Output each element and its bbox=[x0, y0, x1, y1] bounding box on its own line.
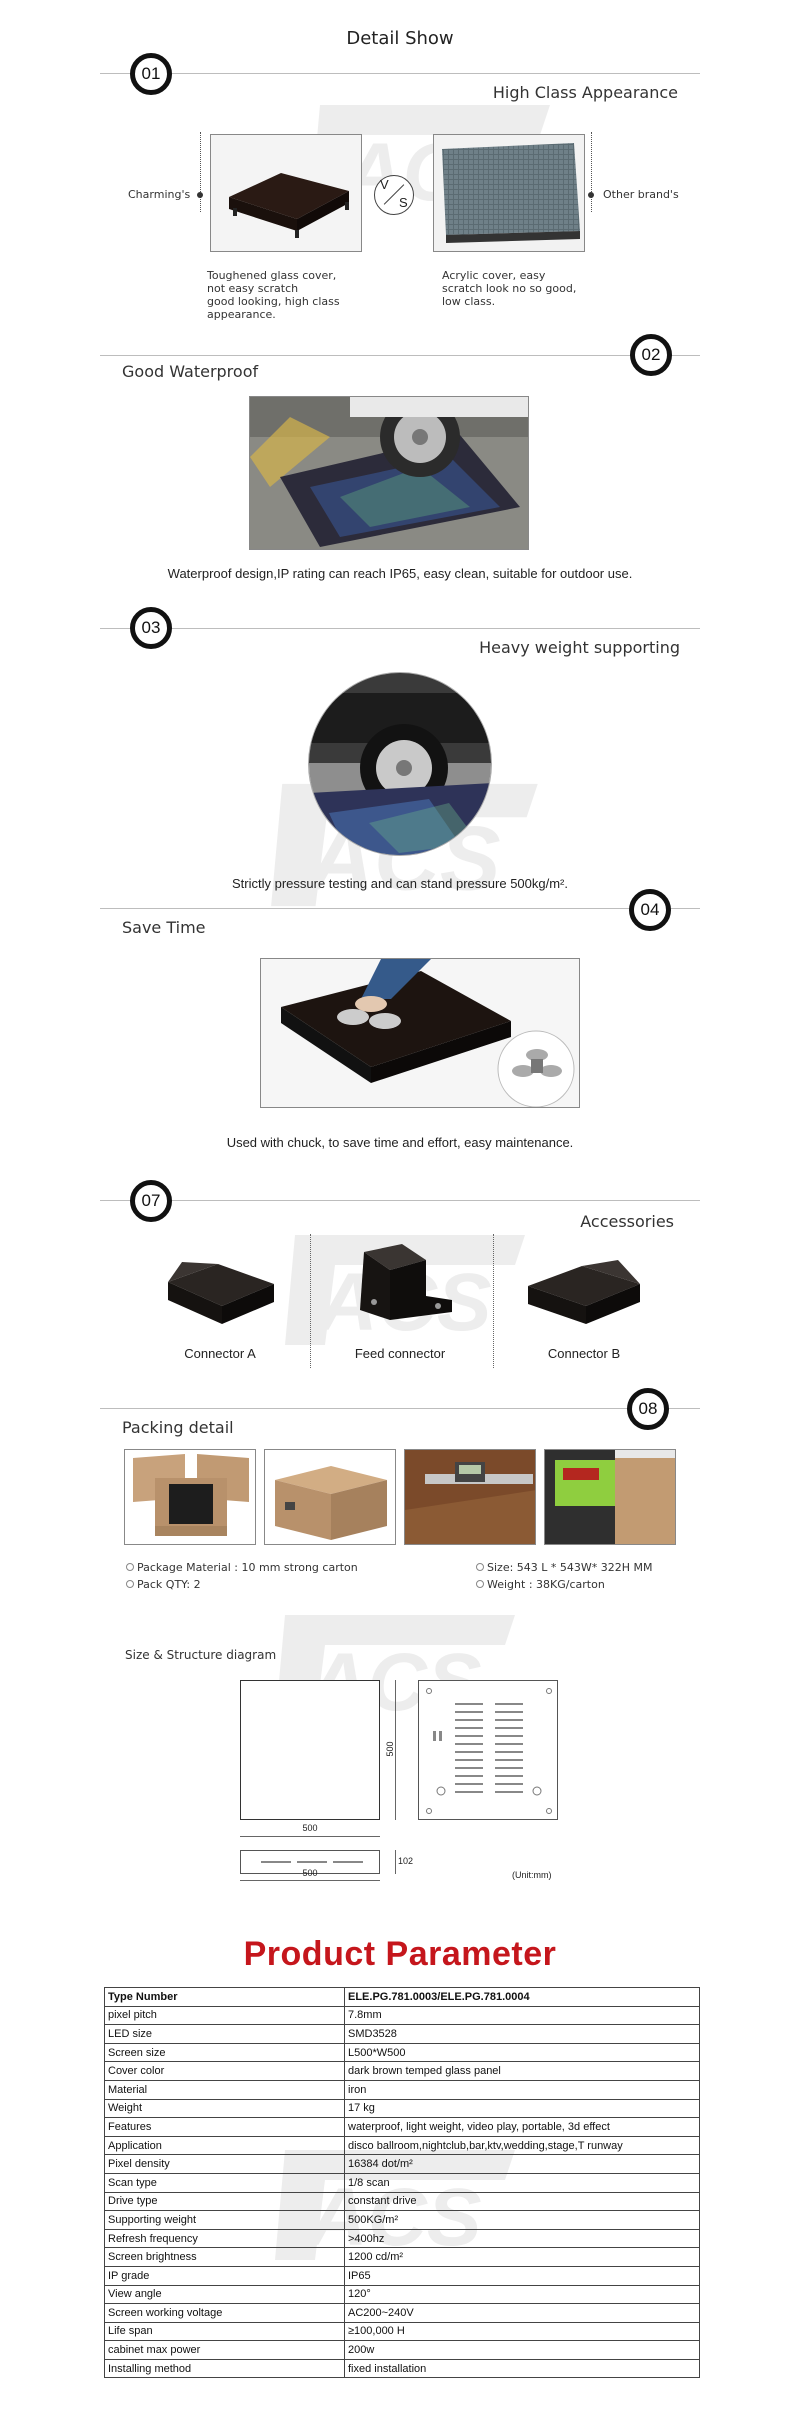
param-value: ≥100,000 H bbox=[345, 2322, 700, 2341]
dimension-line bbox=[395, 1850, 396, 1874]
other-brand-floor-photo bbox=[433, 134, 585, 252]
desc-line: good looking, high class bbox=[207, 295, 340, 308]
feed-connector-image bbox=[346, 1240, 456, 1332]
section-title: Save Time bbox=[122, 918, 206, 937]
table-row bbox=[105, 2006, 700, 2025]
table-row bbox=[105, 2304, 700, 2323]
waterproof-caption: Waterproof design,IP rating can reach IP65, easy clean, suitable for outdoor use. bbox=[167, 566, 633, 581]
table-row bbox=[105, 2099, 700, 2118]
param-key: IP grade bbox=[105, 2266, 345, 2285]
table-row bbox=[105, 2173, 700, 2192]
dimension-label: 500 bbox=[385, 1741, 395, 1757]
dimension-line bbox=[240, 1836, 380, 1837]
dimension-label: 500 bbox=[302, 1868, 318, 1878]
charming-label: Charming's bbox=[128, 188, 191, 201]
desc-line: scratch look no so good, bbox=[442, 282, 577, 295]
table-row bbox=[105, 2248, 700, 2267]
spec-text: Package Material : 10 mm strong carton bbox=[137, 1561, 358, 1574]
divider bbox=[100, 908, 700, 909]
table-row bbox=[105, 2211, 700, 2230]
radio-dot-icon bbox=[126, 1563, 134, 1571]
dotted-guide bbox=[200, 132, 201, 212]
param-value: 16384 dot/m² bbox=[345, 2155, 700, 2174]
connector-b-label: Connector B bbox=[547, 1346, 621, 1361]
table-row bbox=[105, 2341, 700, 2360]
product-parameter-title: Product Parameter bbox=[243, 1935, 557, 1973]
desc-line: not easy scratch bbox=[207, 282, 299, 295]
desc-line: Acrylic cover, easy bbox=[442, 269, 546, 282]
table-row bbox=[105, 2192, 700, 2211]
front-view-drawing bbox=[240, 1680, 380, 1820]
size-spec bbox=[476, 1561, 653, 1574]
heavy-weight-caption: Strictly pressure testing and can stand pressure 500kg/m². bbox=[232, 876, 568, 891]
desc-line: appearance. bbox=[207, 308, 276, 321]
dimension-label: 500 bbox=[302, 1823, 318, 1833]
param-key: Screen working voltage bbox=[105, 2304, 345, 2323]
param-value: 120° bbox=[345, 2285, 700, 2304]
pack-qty-spec bbox=[126, 1578, 201, 1591]
section-title: Good Waterproof bbox=[122, 362, 259, 381]
page-title: Detail Show bbox=[346, 28, 454, 49]
table-row bbox=[105, 2136, 700, 2155]
param-value: disco ballroom,nightclub,bar,ktv,wedding,stage,T runway bbox=[345, 2136, 700, 2155]
feed-connector-label: Feed connector bbox=[354, 1346, 446, 1361]
table-row bbox=[105, 2118, 700, 2137]
param-value: SMD3528 bbox=[345, 2025, 700, 2044]
connector-a-image bbox=[158, 1258, 282, 1330]
table-row bbox=[105, 2155, 700, 2174]
desc-line: Toughened glass cover, bbox=[207, 269, 337, 282]
table-row bbox=[105, 2062, 700, 2081]
param-value: IP65 bbox=[345, 2266, 700, 2285]
dot-marker bbox=[588, 192, 594, 198]
param-key: Pixel density bbox=[105, 2155, 345, 2174]
param-value: 17 kg bbox=[345, 2099, 700, 2118]
section-title: Accessories bbox=[580, 1212, 674, 1231]
section-title: Packing detail bbox=[122, 1418, 234, 1437]
save-time-caption: Used with chuck, to save time and effort, easy maintenance. bbox=[226, 1135, 574, 1150]
radio-dot-icon bbox=[126, 1580, 134, 1588]
charming-description bbox=[207, 269, 340, 321]
connector-b-image bbox=[522, 1258, 646, 1330]
param-key: Drive type bbox=[105, 2192, 345, 2211]
table-header-row bbox=[105, 1988, 700, 2007]
weight-spec bbox=[476, 1578, 605, 1591]
param-key: Screen size bbox=[105, 2043, 345, 2062]
table-row bbox=[105, 2359, 700, 2378]
param-key: pixel pitch bbox=[105, 2006, 345, 2025]
param-value: iron bbox=[345, 2080, 700, 2099]
packing-photo-open-box bbox=[124, 1449, 256, 1545]
dotted-guide bbox=[591, 132, 592, 212]
divider bbox=[100, 1200, 700, 1201]
param-key: cabinet max power bbox=[105, 2341, 345, 2360]
section-number-badge: 04 bbox=[629, 889, 671, 931]
param-key: Supporting weight bbox=[105, 2211, 345, 2230]
versus-s: S bbox=[399, 195, 408, 210]
param-key: Features bbox=[105, 2118, 345, 2137]
table-row bbox=[105, 2322, 700, 2341]
radio-dot-icon bbox=[476, 1563, 484, 1571]
unit-label: (Unit:mm) bbox=[512, 1870, 552, 1880]
spec-text: Size: 543 L * 543W* 322H MM bbox=[487, 1561, 653, 1574]
other-brand-label: Other brand's bbox=[603, 188, 679, 201]
table-row bbox=[105, 2229, 700, 2248]
param-key: Scan type bbox=[105, 2173, 345, 2192]
parameter-table bbox=[104, 1987, 700, 2378]
section-number-badge: 03 bbox=[130, 607, 172, 649]
param-key: View angle bbox=[105, 2285, 345, 2304]
table-row bbox=[105, 2080, 700, 2099]
dimension-label: 102 bbox=[398, 1856, 414, 1866]
param-value: L500*W500 bbox=[345, 2043, 700, 2062]
table-row bbox=[105, 2285, 700, 2304]
desc-line: low class. bbox=[442, 295, 496, 308]
param-value: ELE.PG.781.0003/ELE.PG.781.0004 bbox=[345, 1988, 700, 2007]
param-value: 500KG/m² bbox=[345, 2211, 700, 2230]
table-row bbox=[105, 2043, 700, 2062]
param-key: Life span bbox=[105, 2322, 345, 2341]
dotted-guide bbox=[310, 1234, 311, 1368]
packing-photo-closed-box bbox=[264, 1449, 396, 1545]
heavy-weight-photo bbox=[308, 672, 492, 856]
dotted-guide bbox=[493, 1234, 494, 1368]
back-view-drawing bbox=[418, 1680, 558, 1820]
param-key: Screen brightness bbox=[105, 2248, 345, 2267]
spec-text: Pack QTY: 2 bbox=[137, 1578, 201, 1591]
diagram-title: Size & Structure diagram bbox=[125, 1648, 277, 1662]
param-value: AC200~240V bbox=[345, 2304, 700, 2323]
divider bbox=[100, 1408, 700, 1409]
param-key: LED size bbox=[105, 2025, 345, 2044]
spec-text: Weight : 38KG/carton bbox=[487, 1578, 605, 1591]
table-row bbox=[105, 2025, 700, 2044]
connector-a-label: Connector A bbox=[184, 1346, 256, 1361]
section-number-badge: 07 bbox=[130, 1180, 172, 1222]
param-value: waterproof, light weight, video play, portable, 3d effect bbox=[345, 2118, 700, 2137]
divider bbox=[100, 73, 700, 74]
param-value: dark brown temped glass panel bbox=[345, 2062, 700, 2081]
packing-photo-caliper bbox=[404, 1449, 536, 1545]
dimension-line bbox=[240, 1880, 380, 1881]
table-row bbox=[105, 2266, 700, 2285]
packing-photo-scale bbox=[544, 1449, 676, 1545]
section-title: Heavy weight supporting bbox=[479, 638, 680, 657]
param-value: 1200 cd/m² bbox=[345, 2248, 700, 2267]
divider bbox=[100, 355, 700, 356]
param-value: 7.8mm bbox=[345, 2006, 700, 2025]
section-number-badge: 02 bbox=[630, 334, 672, 376]
param-key: Weight bbox=[105, 2099, 345, 2118]
versus-v: V bbox=[380, 177, 389, 192]
package-material-spec bbox=[126, 1561, 358, 1574]
param-value: 200w bbox=[345, 2341, 700, 2360]
section-number-badge: 01 bbox=[130, 53, 172, 95]
param-key: Refresh frequency bbox=[105, 2229, 345, 2248]
param-value: 1/8 scan bbox=[345, 2173, 700, 2192]
other-brand-description bbox=[442, 269, 576, 308]
radio-dot-icon bbox=[476, 1580, 484, 1588]
divider bbox=[100, 628, 700, 629]
param-value: >400hz bbox=[345, 2229, 700, 2248]
dot-marker bbox=[197, 192, 203, 198]
param-key: Material bbox=[105, 2080, 345, 2099]
param-key: Installing method bbox=[105, 2359, 345, 2378]
waterproof-photo bbox=[249, 396, 529, 550]
save-time-photo bbox=[260, 958, 580, 1108]
section-title: High Class Appearance bbox=[492, 83, 678, 102]
charming-floor-photo bbox=[210, 134, 362, 252]
param-key: Cover color bbox=[105, 2062, 345, 2081]
section-number-badge: 08 bbox=[627, 1388, 669, 1430]
dimension-line bbox=[395, 1680, 396, 1820]
param-value: fixed installation bbox=[345, 2359, 700, 2378]
param-key: Type Number bbox=[105, 1988, 345, 2007]
param-value: constant drive bbox=[345, 2192, 700, 2211]
param-key: Application bbox=[105, 2136, 345, 2155]
